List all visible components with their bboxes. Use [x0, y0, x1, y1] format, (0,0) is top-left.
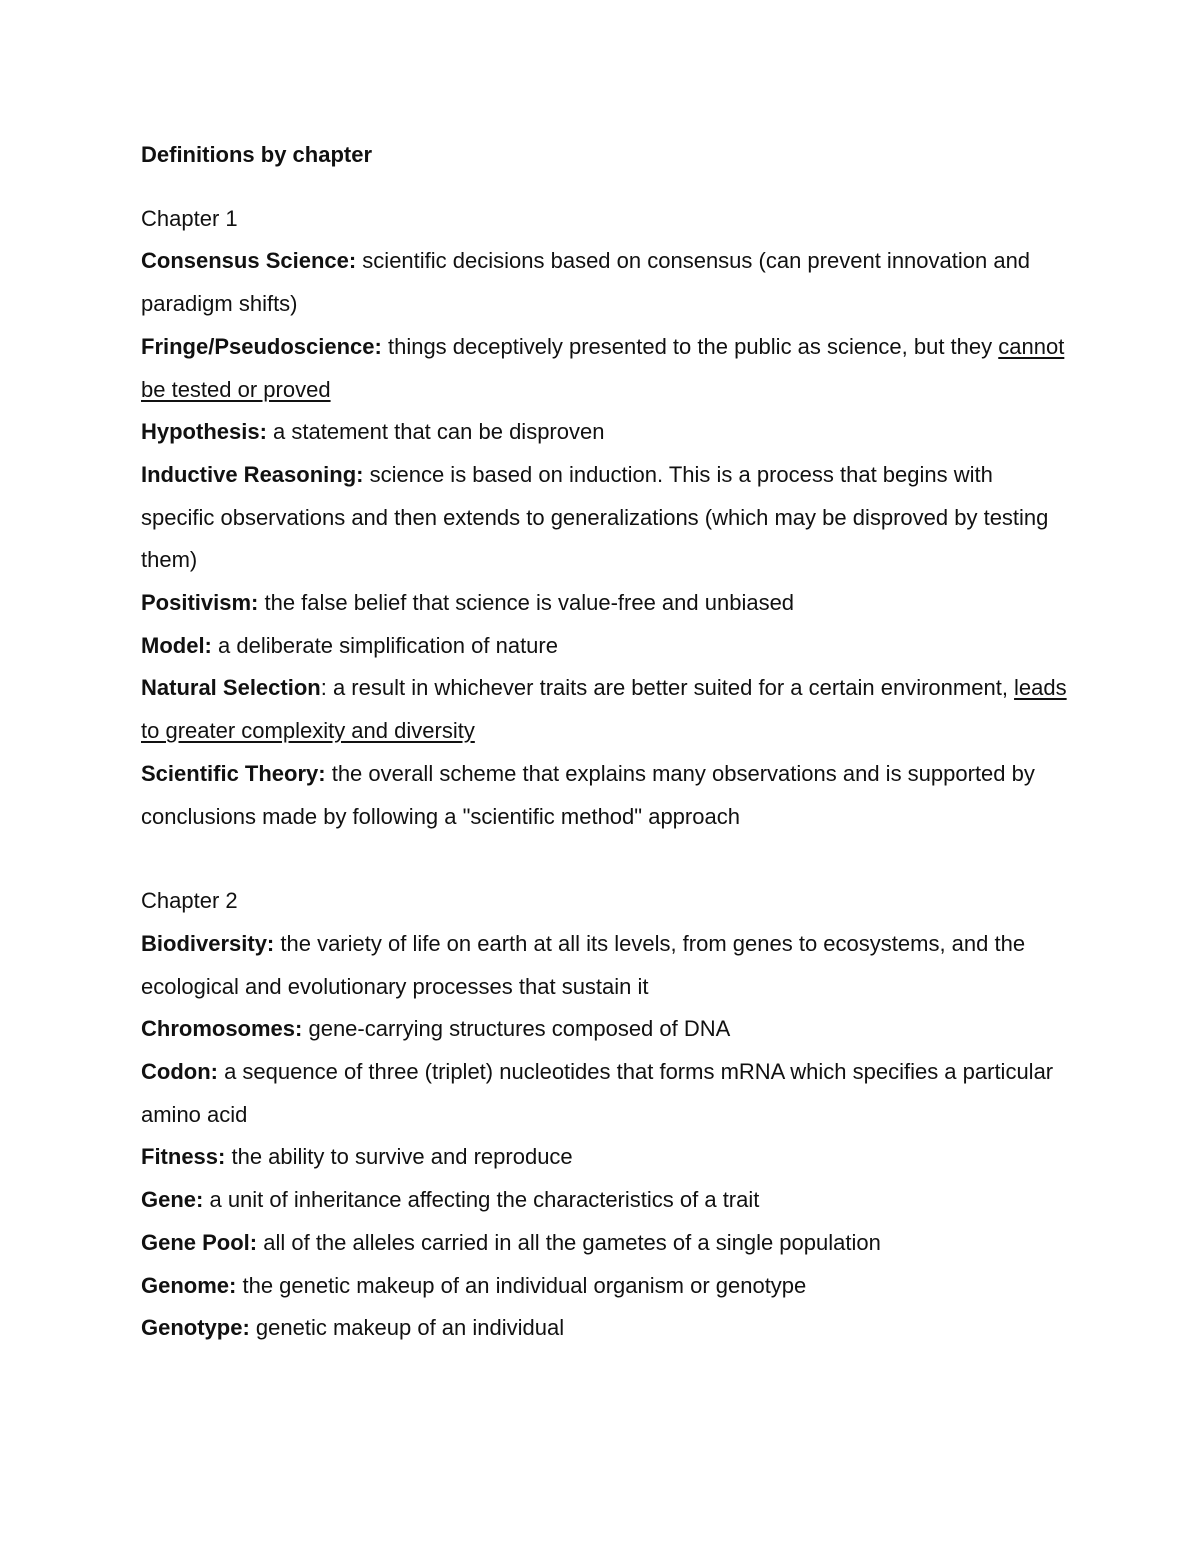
underlined-text: leads to greater complexity and diversity [141, 675, 1067, 744]
definition-entry [141, 411, 1071, 454]
definition-entry [141, 240, 1071, 325]
term: Fitness: [141, 1144, 226, 1170]
definition: the variety of life on earth at all its levels, from genes to ecosystems, and the ecological and evolutionary processes that sustain it [141, 930, 1026, 999]
definition-entry [141, 753, 1071, 838]
definition: : a result in whichever traits are better suited for a certain environment, [320, 675, 1015, 701]
definition-entry [141, 1307, 1071, 1350]
definition-entry [141, 625, 1071, 668]
definition: gene-carrying structures composed of DNA [302, 1016, 731, 1042]
term: Model: [141, 632, 212, 658]
document-body [141, 134, 1071, 1350]
term: Hypothesis: [141, 419, 267, 445]
term: Scientific Theory: [141, 760, 326, 786]
term: Fringe/Pseudoscience: [141, 333, 382, 359]
definition-entry [141, 923, 1071, 1008]
chapter-heading: Chapter 1 [141, 205, 238, 231]
definition: all of the alleles carried in all the gametes of a single population [257, 1229, 881, 1255]
definition: the genetic makeup of an individual organism or genotype [236, 1272, 807, 1298]
term: Gene: [141, 1187, 204, 1213]
definition-entry [141, 1265, 1071, 1308]
definition-entry [141, 1136, 1071, 1179]
definition: a unit of inheritance affecting the characteristics of a trait [203, 1187, 760, 1213]
definition-entry [141, 1222, 1071, 1265]
definition-entry [141, 1179, 1071, 1222]
term: Gene Pool: [141, 1229, 258, 1255]
term: Consensus Science: [141, 248, 357, 274]
definition-entry [141, 326, 1071, 411]
chapter-heading: Chapter 2 [141, 888, 238, 914]
definition: a deliberate simplification of nature [211, 632, 558, 658]
definition: scientific decisions based on consensus (can prevent innovation and paradigm shifts) [141, 248, 1031, 317]
definition: the ability to survive and reproduce [225, 1144, 573, 1170]
term: Chromosomes: [141, 1016, 303, 1042]
definition-entry [141, 582, 1071, 625]
definition: science is based on induction. This is a process that begins with specific observations and then extends to generalizations (which may be disproved by testing them) [141, 461, 1049, 573]
term: Codon: [141, 1059, 218, 1085]
definition: genetic makeup of an individual [249, 1315, 565, 1341]
definition-entry [141, 1051, 1071, 1136]
document-title: Definitions by chapter [141, 142, 373, 167]
definition: a statement that can be disproven [266, 419, 605, 445]
term: Positivism: [141, 590, 259, 616]
definition-entry [141, 667, 1071, 752]
term: Biodiversity: [141, 930, 275, 956]
definition: the false belief that science is value-free and unbiased [258, 590, 795, 616]
definition-entry [141, 1008, 1071, 1051]
definition: a sequence of three (triplet) nucleotides that forms mRNA which specifies a particular amino acid [141, 1059, 1054, 1127]
term: Natural Selection [141, 675, 321, 701]
definition: the overall scheme that explains many observations and is supported by conclusions made by following a "scientific method" approach [141, 760, 1035, 829]
underlined-text: cannot be tested or proved [141, 333, 1065, 402]
definition-entry [141, 454, 1071, 582]
term: Genome: [141, 1272, 237, 1298]
term: Inductive Reasoning: [141, 461, 364, 487]
term: Genotype: [141, 1315, 250, 1341]
definition: things deceptively presented to the public as science, but they [381, 333, 999, 359]
